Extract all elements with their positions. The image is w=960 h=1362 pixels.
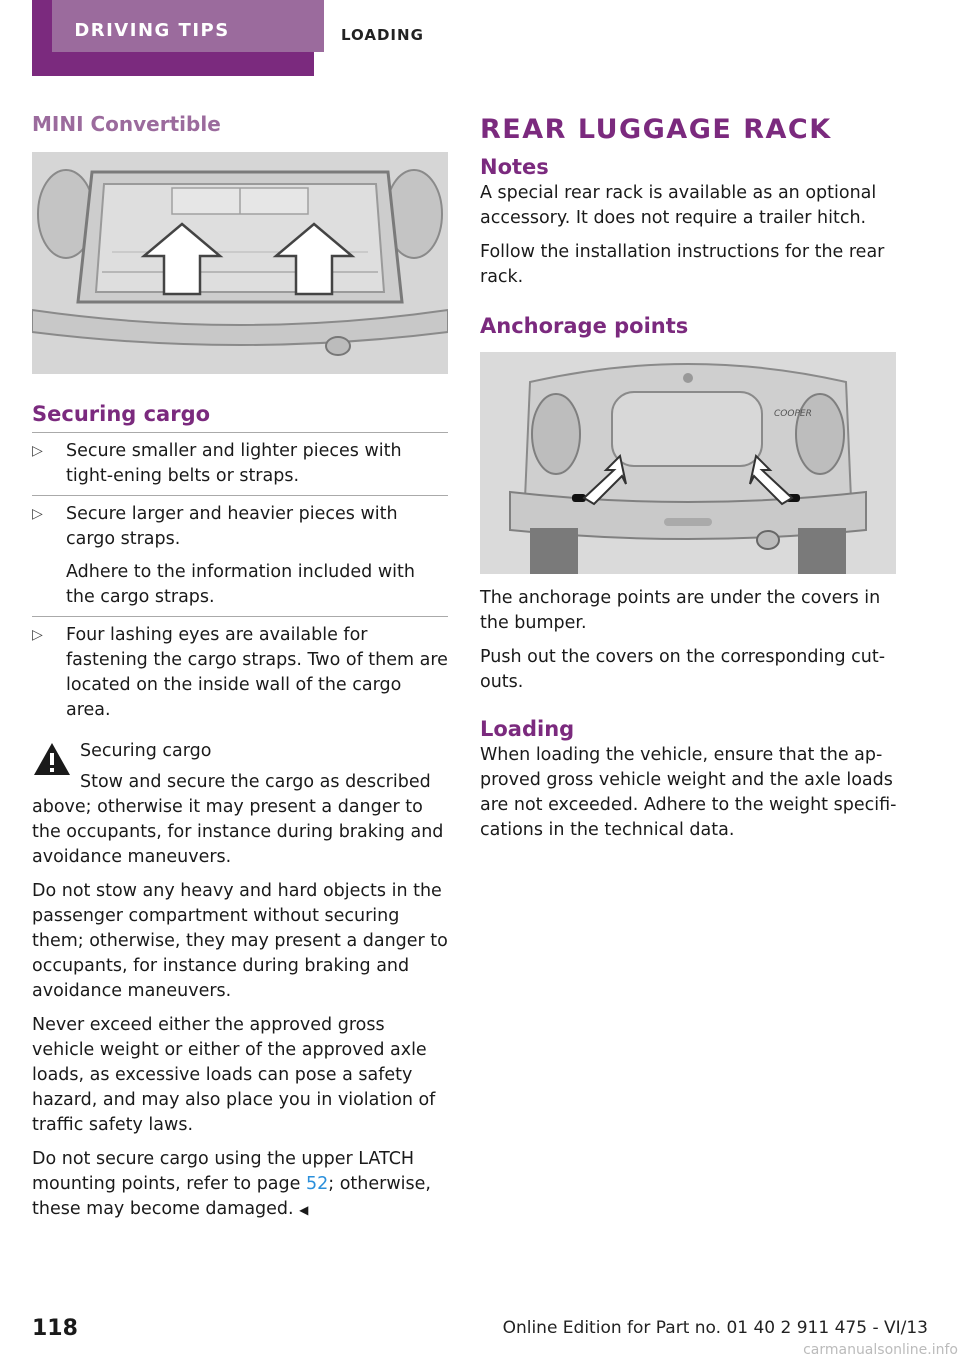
anchorage-heading: Anchorage points <box>480 314 689 338</box>
watermark: carmanualsonline.info <box>803 1342 958 1358</box>
securing-bullet-list <box>32 432 448 729</box>
notes-heading: Notes <box>480 155 549 179</box>
convertible-heading: MINI Convertible <box>32 112 221 136</box>
page-number: 118 <box>32 1316 78 1341</box>
left-column <box>32 112 448 1232</box>
cooper-badge: COOPER <box>774 409 812 419</box>
warning-title: Securing cargo <box>80 741 212 761</box>
list-item <box>32 432 448 495</box>
warning-block <box>32 739 448 1223</box>
list-item-text: Secure smaller and lighter pieces with tight‐ening belts or straps. <box>66 441 402 486</box>
edition-footer: Online Edition for Part no. 01 40 2 911 475 - VI/13 <box>502 1318 928 1338</box>
header-tab-label: DRIVING TIPS <box>74 20 230 41</box>
list-item-text: Secure larger and heavier pieces with cargo straps. <box>66 504 398 549</box>
loading-heading: Loading <box>480 717 575 741</box>
warning-text: ; otherwise, these may become damaged. <box>32 1174 431 1219</box>
bullet-triangle-icon: ▷ <box>32 627 43 643</box>
warning-paragraph: Do not stow any heavy and hard objects in the passenger compartment without securing them; otherwise, they may present a danger to occupants, for instance during braking and avoidance maneuvers. <box>32 881 448 1001</box>
securing-cargo-heading: Securing cargo <box>32 402 211 426</box>
bullet-triangle-icon: ▷ <box>32 443 43 459</box>
header-tab-loading[interactable]: LOADING <box>341 26 424 44</box>
list-item-subtext: Adhere to the information included with the cargo straps. <box>66 562 415 607</box>
page-reference-link[interactable]: 52 <box>305 1174 329 1194</box>
right-column <box>480 112 898 852</box>
header-tab-driving-tips[interactable] <box>32 0 314 76</box>
end-mark-icon: ◀ <box>299 1203 309 1217</box>
warning-paragraph: Never exceed either the approved gross vehicle weight or either of the approved axle loads, as excessive loads can pose a safety hazard, and may also place you in violation of traffic safety laws. <box>32 1015 436 1135</box>
anchorage-paragraph: Push out the covers on the corresponding cut‐outs. <box>480 647 886 692</box>
cargo-area-illustration <box>32 152 448 374</box>
warning-text: Do not secure cargo using the upper LATCH mounting points, refer to page <box>32 1149 415 1194</box>
bullet-triangle-icon: ▷ <box>32 506 43 522</box>
list-item-text: Four lashing eyes are available for fastening the cargo straps. Two of them are located on the inside wall of the cargo area. <box>66 625 448 720</box>
notes-paragraph: Follow the installation instructions for the rear rack. <box>480 242 885 287</box>
rear-luggage-rack-title: REAR LUGGAGE RACK <box>480 114 832 145</box>
loading-paragraph: When loading the vehicle, ensure that the ap‐proved gross vehicle weight and the axle loads are not exceeded. Adhere to the weight specifi‐cations in the technical data. <box>480 745 897 840</box>
notes-paragraph: A special rear rack is available as an optional accessory. It does not require a trailer hitch. <box>480 183 877 228</box>
anchorage-paragraph: The anchorage points are under the covers in the bumper. <box>480 588 881 633</box>
car-rear-drawing <box>480 352 896 574</box>
warning-triangle-icon <box>32 741 72 777</box>
warning-paragraph <box>32 1147 448 1223</box>
cargo-area-drawing <box>32 152 448 374</box>
car-rear-illustration <box>480 352 896 574</box>
warning-paragraph: Stow and secure the cargo as described above; otherwise it may present a danger to the occupants, for instance during braking and avoidance maneuvers. <box>32 772 444 867</box>
list-item <box>32 495 448 616</box>
list-item <box>32 616 448 729</box>
